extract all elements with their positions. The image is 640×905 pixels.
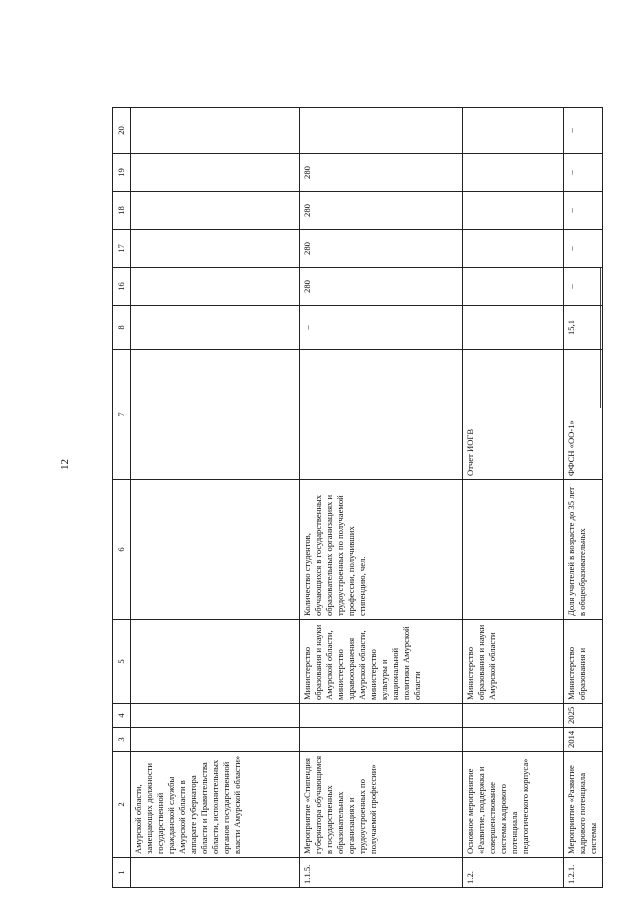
data-source xyxy=(130,350,299,480)
value-col-19: – xyxy=(563,154,602,192)
executor: Министерство образования и науки Амурской области xyxy=(462,620,563,704)
row-number: 1.2. xyxy=(462,858,563,888)
value-col-19: 280 xyxy=(299,154,462,192)
value-col-16: 280 xyxy=(299,268,462,306)
indicator xyxy=(130,480,299,620)
col-header: 20 xyxy=(113,108,131,154)
value-col-8 xyxy=(130,306,299,350)
row-number: 1.1.5. xyxy=(299,858,462,888)
value-col-20 xyxy=(130,108,299,154)
program-table xyxy=(112,107,603,888)
table-row xyxy=(299,108,462,888)
value-col-17: 280 xyxy=(299,230,462,268)
data-source: Отчет ИОГВ xyxy=(462,350,563,480)
value-col-8: 15,1 xyxy=(563,306,602,350)
value-col-17 xyxy=(462,230,563,268)
end-year xyxy=(130,704,299,728)
measure-name: Основное мероприятие «Развитие, поддержка и совершенствование системы кадрового потенциала педагогического корпуса» xyxy=(462,752,563,858)
value-col-19 xyxy=(130,154,299,192)
col-header: 16 xyxy=(113,268,131,306)
col-header: 18 xyxy=(113,192,131,230)
value-col-16 xyxy=(130,268,299,306)
col-header: 19 xyxy=(113,154,131,192)
start-year: 2014 xyxy=(563,728,602,752)
rotated-table-wrapper xyxy=(112,108,603,888)
indicator: Доля учителей в возрасте до 35 лет в общеобразовательных xyxy=(563,480,602,620)
row-number: 1.2.1. xyxy=(563,858,602,888)
table-header-row xyxy=(113,108,131,888)
data-source: ФФСН «ОО-1» xyxy=(563,350,602,480)
value-col-18: – xyxy=(563,192,602,230)
start-year xyxy=(130,728,299,752)
end-year: 2025 xyxy=(563,704,602,728)
value-col-20 xyxy=(462,108,563,154)
col-header: 1 xyxy=(113,858,131,888)
value-col-16 xyxy=(462,268,563,306)
col-header: 7 xyxy=(113,350,131,480)
table-row xyxy=(130,108,299,888)
start-year xyxy=(299,728,462,752)
col-header: 3 xyxy=(113,728,131,752)
value-col-20: – xyxy=(563,108,602,154)
indicator: Количество студентов, обучающихся в государственных образовательных организациях и трудоустроенных по получаемой профессии, получивших стипендию, чел. xyxy=(299,480,462,620)
end-year xyxy=(299,704,462,728)
data-source xyxy=(299,350,462,480)
table-row xyxy=(563,108,602,888)
col-header: 17 xyxy=(113,230,131,268)
start-year xyxy=(462,728,563,752)
end-year xyxy=(462,704,563,728)
value-col-17: – xyxy=(563,230,602,268)
executor: Министерство образования и xyxy=(563,620,602,704)
value-col-18 xyxy=(462,192,563,230)
executor xyxy=(130,620,299,704)
col-header: 8 xyxy=(113,306,131,350)
executor: Министерство образования и науки Амурской области, министерство здравоохранения Амурской области, министерство культуры и национальной политики Амурской области xyxy=(299,620,462,704)
value-col-17 xyxy=(130,230,299,268)
value-col-19 xyxy=(462,154,563,192)
col-header: 2 xyxy=(113,752,131,858)
indicator xyxy=(462,480,563,620)
value-col-18: 280 xyxy=(299,192,462,230)
measure-name: Мероприятие «Стипендия губернатора обучающимся в государственных образовательных организациях и трудоустроенных по получаемой профессии» xyxy=(299,752,462,858)
row-number xyxy=(130,858,299,888)
measure-name: Амурской области, замещающих должности государственной гражданской службы Амурской области в аппарате губернатора области и Правительства области, исполнительных органов государственной власти Амурской области» xyxy=(130,752,299,858)
col-header: 4 xyxy=(113,704,131,728)
page-number: 12 xyxy=(59,459,71,470)
value-col-8 xyxy=(462,306,563,350)
table-row xyxy=(462,108,563,888)
value-col-8: – xyxy=(299,306,462,350)
col-header: 6 xyxy=(113,480,131,620)
value-col-16: – xyxy=(563,268,602,306)
col-header: 5 xyxy=(113,620,131,704)
value-col-18 xyxy=(130,192,299,230)
value-col-20 xyxy=(299,108,462,154)
measure-name: Мероприятие «Развитие кадрового потенциала системы xyxy=(563,752,602,858)
